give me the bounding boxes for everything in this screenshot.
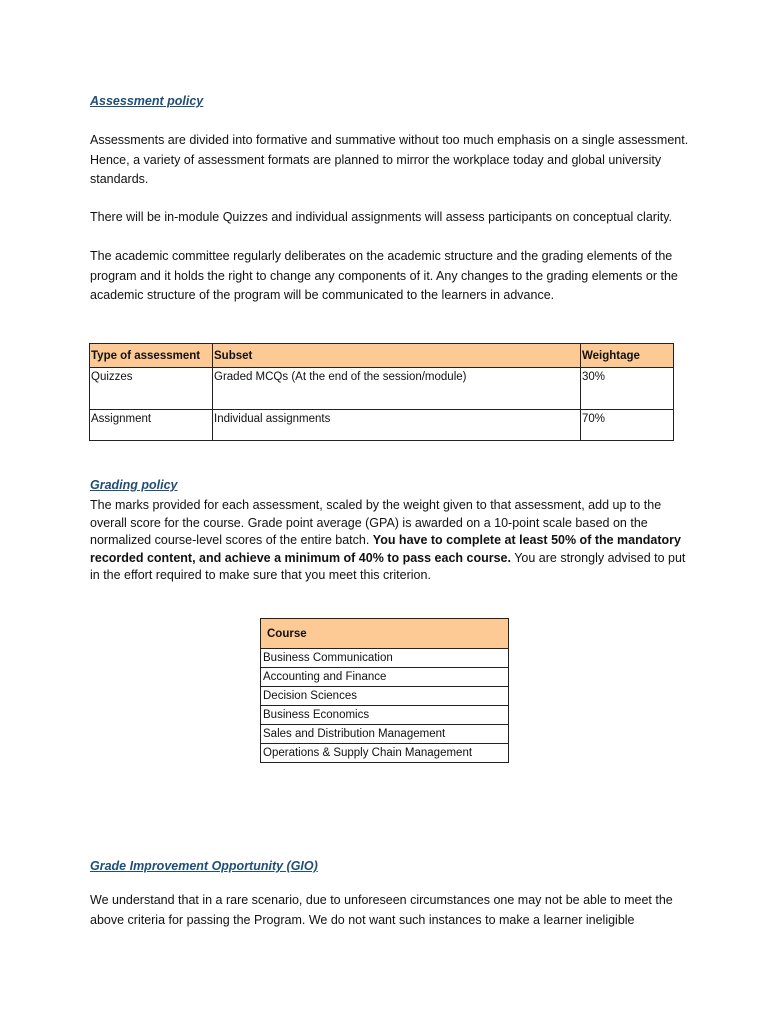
course-cell: Accounting and Finance [261, 668, 509, 687]
grading-text-end: You are strongly advised to put in the effort required to make sure that you meet this criterion. [90, 550, 686, 582]
assessment-paragraph-2: There will be in-module Quizzes and individual assignments will assess participants on conceptual clarity. [90, 210, 672, 224]
table-row [90, 410, 674, 441]
assessment-table [89, 343, 674, 441]
course-cell: Decision Sciences [261, 687, 509, 706]
grading-text-start: The marks provided for each assessment, scaled by the weight given to that assessment, add up to the overall score for the course. Grade point average (GPA) is awarded on a 10-point scale based on the normalized course-level scores of the entire batch. [90, 498, 662, 547]
cell-subset: Graded MCQs (At the end of the session/module) [213, 368, 581, 410]
table-row [261, 687, 509, 706]
cell-type: Assignment [90, 410, 213, 441]
grading-policy-heading: Grading policy [90, 478, 178, 492]
assessment-paragraph-1: Assessments are divided into formative and summative without too much emphasis on a single assessment. Hence, a variety of assessment formats are planned to mirror the workplace today and global university standards. [90, 133, 689, 186]
cell-weightage: 30% [581, 368, 674, 410]
header-type: Type of assessment [90, 344, 213, 368]
course-cell: Sales and Distribution Management [261, 725, 509, 744]
grading-text-bold: You have to complete at least 50% of the mandatory recorded content, and achieve a minimum of 40% to pass each course. [90, 533, 681, 565]
cell-weightage: 70% [581, 410, 674, 441]
header-weightage: Weightage [581, 344, 674, 368]
assessment-policy-heading: Assessment policy [90, 94, 204, 108]
gio-paragraph: We understand that in a rare scenario, due to unforeseen circumstances one may not be able to meet the above criteria for passing the Program. We do not want such instances to make a learner ineligible [90, 893, 673, 927]
cell-subset: Individual assignments [213, 410, 581, 441]
table-row [261, 725, 509, 744]
course-cell: Business Communication [261, 649, 509, 668]
header-course: Course [261, 619, 509, 649]
course-cell: Operations & Supply Chain Management [261, 744, 509, 763]
table-row [261, 744, 509, 763]
grading-paragraph [90, 497, 690, 585]
assessment-paragraph-3: The academic committee regularly deliberates on the academic structure and the grading elements of the program and it holds the right to change any components of it. Any changes to the grading elements or the academic structure of the program will be communicated to the learners in advance. [90, 249, 678, 302]
table-header-row [90, 344, 674, 368]
header-subset: Subset [213, 344, 581, 368]
table-header-row [261, 619, 509, 649]
gio-heading: Grade Improvement Opportunity (GIO) [90, 859, 318, 873]
table-row [261, 668, 509, 687]
course-table [260, 618, 509, 763]
course-cell: Business Economics [261, 706, 509, 725]
table-row [261, 706, 509, 725]
table-row [261, 649, 509, 668]
table-row [90, 368, 674, 410]
cell-type: Quizzes [90, 368, 213, 410]
